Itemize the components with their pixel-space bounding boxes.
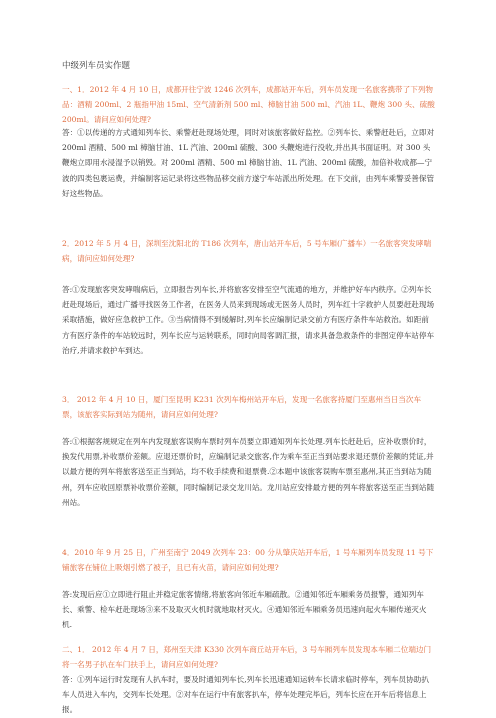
answer-1-2: 答:①发现旅客突发哮喘病后，立即报告列车长,并将旅客安排至空气流通的地方，并维护好车内秩序。②列车长赶赴现场后，通过广播寻找医务工作者，在医务人员来到现场或无医务人员时，列车红十字救护人员要赶赴现场采取措施，做好应急救护工作。③当病情得不到缓解时,列车长应编制记录交前方有医疗条件车站救治。如距前方有医疗条件的车站较远时，列车长应与运转联系，同时向局客调汇报，请求具备急救条件的非图定停车站停车治疗,并请求救护车到达。	[62, 285, 435, 355]
answer-1-4: 答:发现后应①立即进行阻止并稳定旅客情绪,将旅客向邻近车厢疏散。②通知邻近车厢乘务员报警，通知列车长、乘警、检车赶赴现场③来不及取灭火机时就地取材灭火。④通知邻近车厢乘务员迅速向起火车厢传递灭火机.	[62, 590, 427, 630]
answer-1-3: 答:①根据客规规定在列车内发现旅客误购车票时列车员要立即通知列车长处理.列车长赶赴后，应补收票价时，换发代用票,补收票价差额。应退还票价时，应编制记录交旅客,作为乘车至正当到站要求退还票价差额的凭证,并以最方便的列车将旅客送至正当到站，均不收手续费和退票费.②本题中该旅客误购车票至惠州,其正当到站为随州，列车应收回原票补收票价差额，同时编制记录交龙川站。龙川站应安排最方便的列车将旅客送至正当到站随州站。	[62, 437, 435, 507]
question-1-3: 3． 2012 年 4 月 10 日，厦门至昆明 K231 次列车梅州站开车后，发现一名旅客持厦门至惠州当日当次车票，该旅客实际到站为随州，请问应如何处理?	[62, 395, 422, 420]
document-title: 中级列车员实作题	[62, 61, 131, 71]
question-1-4: 4．2010 年 9 月 25 日，广州至南宁 2049 次列车 23：00 分从肇庆站开车后，1 号车厢列车员发现 11 号下铺旅客在铺位上吸烟引燃了被子，且已有火苗，请问应如何处理?	[62, 548, 434, 573]
question-1-1: 一、1．2012 年 4 月 10 日，成都开往宁波 1246 次列车，成都站开车后，列车员发现一名旅客携带了下列物品：酒精 200ml、2 瓶指甲油 15ml、空气清新剂 500 ml、樟脑甘油 500 ml、汽油 1L、鞭炮 300 头、硫酸 200ml。请问应如何处理?	[62, 85, 435, 125]
question-2-1: 二、1． 2012 年 4 月 7 日，郑州至天津 K330 次列车商丘站开车后，3 号车厢列车员发现本车厢二位端边门将一名男子扒在车门扶手上，请问应如何处理?	[62, 645, 432, 670]
answer-2-1: 答：①列车运行时发现有人扒车时，要及时通知列车长,列车长迅速通知运转车长请求临时停车，列车员协助扒车人员进入车内，交列车长处理。②对车在运行中有旅客扒车，停车处理完毕后，列车长应在开车后将信息上报。	[62, 675, 429, 715]
answer-1-1: 答：①以传递的方式通知列车长、乘警赶赴现场处理，同时对该旅客做好监控。②列车长、乘警赶赴后，立即对 200ml 酒精、500 ml 樟脑甘油、1L 汽油、200ml 硫酸、300 头鞭炮进行没收,并出具书面证明。对 300 头鞭炮立即用水浸湿予以销毁。对 200ml 酒精、500 ml 樟脑甘油、1L 汽油、200ml 硫酸，加倍补收成都—宁波的四类包裹运费，并编制客运记录将这些物品移交前方遂宁车站派出所处理。在下交前，由列车乘警妥善保管好这些物品。	[62, 128, 435, 198]
question-1-2: 2．2012 年 5 月 4 日，深圳至沈阳北的 T186 次列车，唐山站开车后，5 号车厢(广播车）一名旅客突发哮喘病，请问应如何处理?	[62, 239, 432, 264]
